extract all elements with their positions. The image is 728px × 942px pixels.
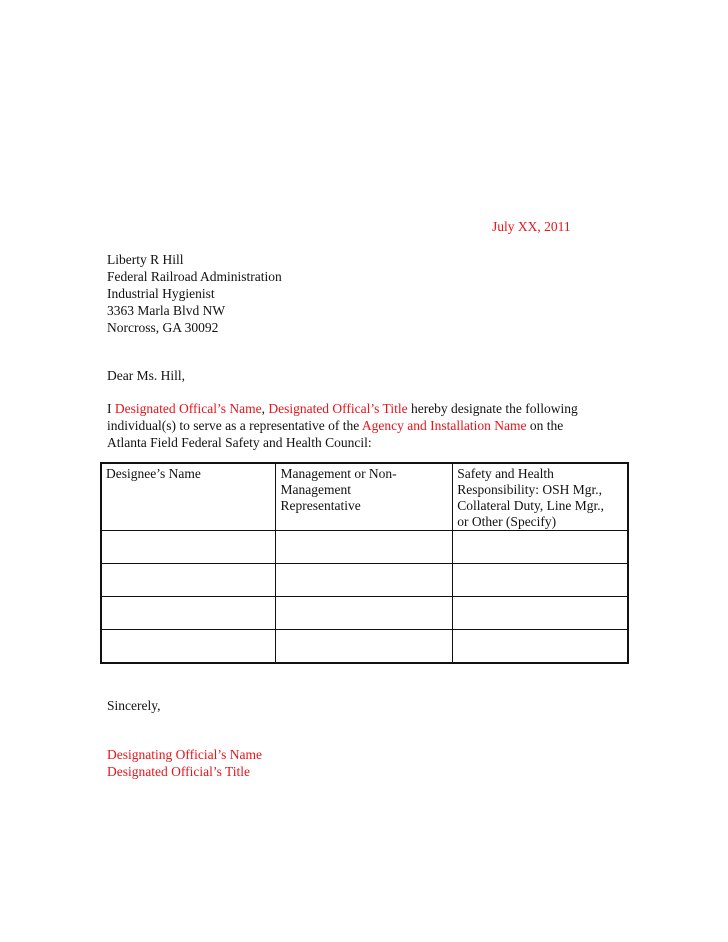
table-cell	[101, 630, 276, 664]
recipient-city-state-zip: Norcross, GA 30092	[107, 320, 219, 335]
body-line-2	[107, 417, 627, 434]
letter-date: July XX, 2011	[492, 219, 571, 234]
signature-block	[107, 746, 262, 780]
header-designee-name: Designee’s Name	[101, 463, 276, 531]
official-name-placeholder: Designated Offical’s Name	[114, 401, 262, 416]
table-cell	[101, 597, 276, 630]
recipient-address	[107, 251, 282, 336]
table-row	[101, 597, 628, 630]
table-cell	[276, 564, 453, 597]
body-line-1-prefix: I	[107, 401, 115, 416]
table-cell	[453, 564, 628, 597]
body-line-3: Atlanta Field Federal Safety and Health Council:	[107, 435, 372, 450]
designee-table-header	[101, 463, 628, 531]
signature-title-placeholder: Designated Official’s Title	[107, 764, 250, 779]
table-cell	[276, 531, 453, 564]
table-cell	[453, 531, 628, 564]
agency-placeholder: Agency and Installation Name	[361, 418, 527, 433]
table-row	[101, 564, 628, 597]
body-comma: ,	[261, 401, 269, 416]
recipient-name: Liberty R Hill	[107, 252, 184, 267]
table-cell	[276, 597, 453, 630]
body-line-1-suffix: hereby designate the following	[407, 401, 578, 416]
body-line-2-prefix: individual(s) to serve as a representative of the	[107, 418, 362, 433]
header-safety-responsibility: Safety and Health Responsibility: OSH Mgr., Collateral Duty, Line Mgr., or Other (Specify)	[453, 463, 628, 531]
body-paragraph	[107, 400, 627, 451]
table-cell	[453, 597, 628, 630]
table-cell	[101, 564, 276, 597]
header-management-representative: Management or Non- Management Representative	[276, 463, 453, 531]
designee-table	[100, 462, 629, 664]
recipient-organization: Federal Railroad Administration	[107, 269, 282, 284]
signature-name-placeholder: Designating Official’s Name	[107, 747, 262, 762]
closing: Sincerely,	[107, 698, 161, 713]
table-row	[101, 630, 628, 664]
body-line-2-suffix: on the	[526, 418, 564, 433]
table-cell	[453, 630, 628, 664]
official-title-placeholder: Designated Offical’s Title	[268, 401, 408, 416]
table-cell	[101, 531, 276, 564]
table-cell	[276, 630, 453, 664]
recipient-street: 3363 Marla Blvd NW	[107, 303, 226, 318]
table-row	[101, 531, 628, 564]
salutation: Dear Ms. Hill,	[107, 368, 185, 383]
recipient-title: Industrial Hygienist	[107, 286, 215, 301]
body-line-1	[107, 400, 627, 417]
